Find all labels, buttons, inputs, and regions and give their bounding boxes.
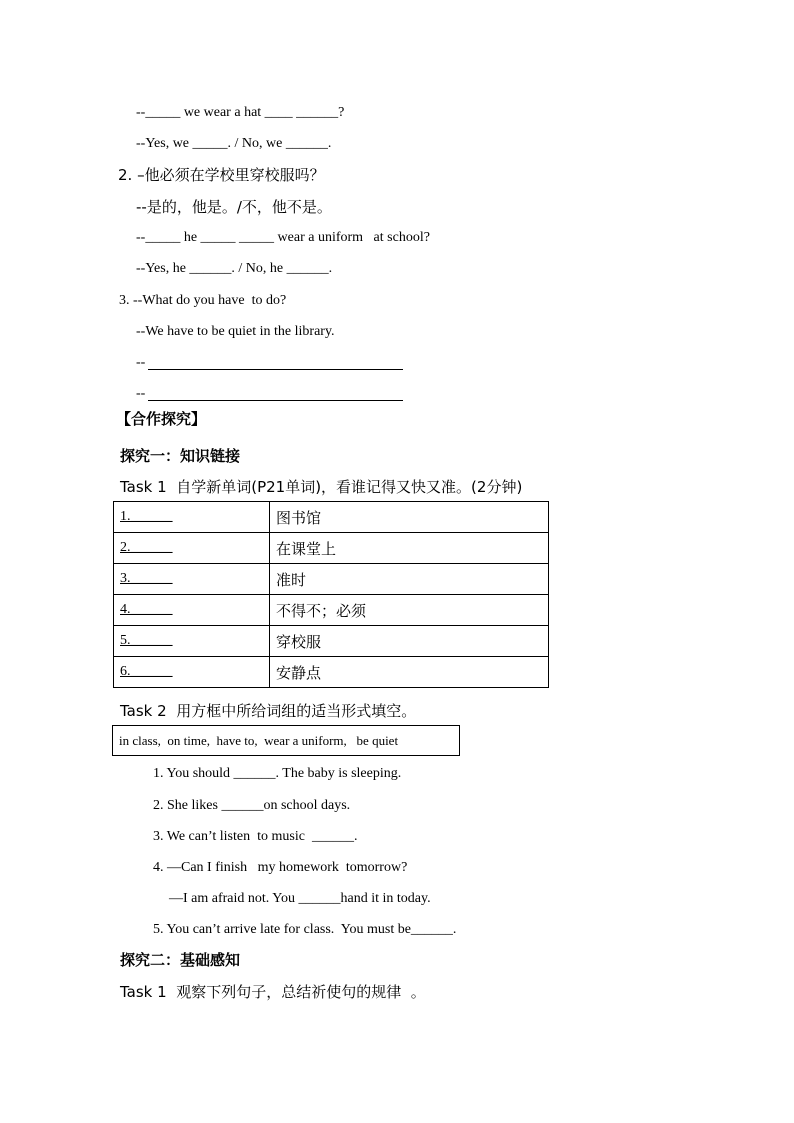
table-row: [114, 657, 549, 688]
vocab-blank-6[interactable]: 6.______: [114, 657, 270, 688]
q3-blank-line-1-prefix: --: [136, 355, 146, 370]
q2-answer-chinese: --是的，他是。/不，他不是。: [136, 198, 332, 216]
q1-question-line: --_____ we wear a hat ____ ______?: [136, 105, 345, 120]
q3-blank-line-2[interactable]: [148, 400, 403, 401]
q1-answer-line: --Yes, we _____. / No, we ______.: [136, 136, 332, 151]
table-row: [114, 626, 549, 657]
q3-title: 3. --What do you have to do?: [119, 293, 287, 308]
table-row: [114, 564, 549, 595]
explore1-task1: Task 1 自学新单词(P21单词)，看谁记得又快又准。(2分钟): [120, 478, 523, 496]
vocab-blank-3[interactable]: 3.______: [114, 564, 270, 595]
vocab-blank-4[interactable]: 4.______: [114, 595, 270, 626]
exercise-1: 1. You should ______. The baby is sleeping.: [153, 766, 402, 781]
vocab-meaning-4: 不得不；必须: [270, 595, 549, 626]
q3-blank-line-2-prefix: --: [136, 386, 146, 401]
vocab-blank-1[interactable]: 1.______: [114, 502, 270, 533]
vocab-blank-5[interactable]: 5.______: [114, 626, 270, 657]
exercise-2: 2. She likes ______on school days.: [153, 798, 351, 813]
vocab-meaning-5: 穿校服: [270, 626, 549, 657]
q3-answer: --We have to be quiet in the library.: [136, 324, 335, 339]
exercise-5: 5. You can’t arrive late for class. You must be______.: [153, 922, 457, 937]
exercise-3: 3. We can’t listen to music ______.: [153, 829, 358, 844]
vocab-meaning-3: 准时: [270, 564, 549, 595]
q2-question-line: --_____ he _____ _____ wear a uniform at school?: [136, 230, 430, 245]
vocab-blank-2[interactable]: 2.______: [114, 533, 270, 564]
q3-blank-line-1[interactable]: [148, 369, 403, 370]
cooperate-heading: 【合作探究】: [116, 410, 207, 428]
exercise-4-question: 4. —Can I finish my homework tomorrow?: [153, 860, 408, 875]
explore1-heading: 探究一：知识链接: [120, 447, 241, 465]
exercise-4-answer: —I am afraid not. You ______hand it in today.: [169, 891, 431, 906]
vocab-meaning-1: 图书馆: [270, 502, 549, 533]
explore2-heading: 探究二：基础感知: [120, 951, 241, 969]
explore1-task2: Task 2 用方框中所给词组的适当形式填空。: [120, 702, 417, 720]
q2-title: 2. –他必须在学校里穿校服吗？: [118, 166, 325, 184]
vocab-meaning-2: 在课堂上: [270, 533, 549, 564]
vocab-table: [113, 501, 549, 688]
q2-answer-line: --Yes, he ______. / No, he ______.: [136, 261, 333, 276]
word-bank-box: in class, on time, have to, wear a uniform, be quiet: [112, 725, 460, 756]
table-row: [114, 533, 549, 564]
explore2-task1: Task 1 观察下列句子，总结祈使句的规律 。: [120, 983, 426, 1001]
table-row: [114, 502, 549, 533]
vocab-meaning-6: 安静点: [270, 657, 549, 688]
table-row: [114, 595, 549, 626]
